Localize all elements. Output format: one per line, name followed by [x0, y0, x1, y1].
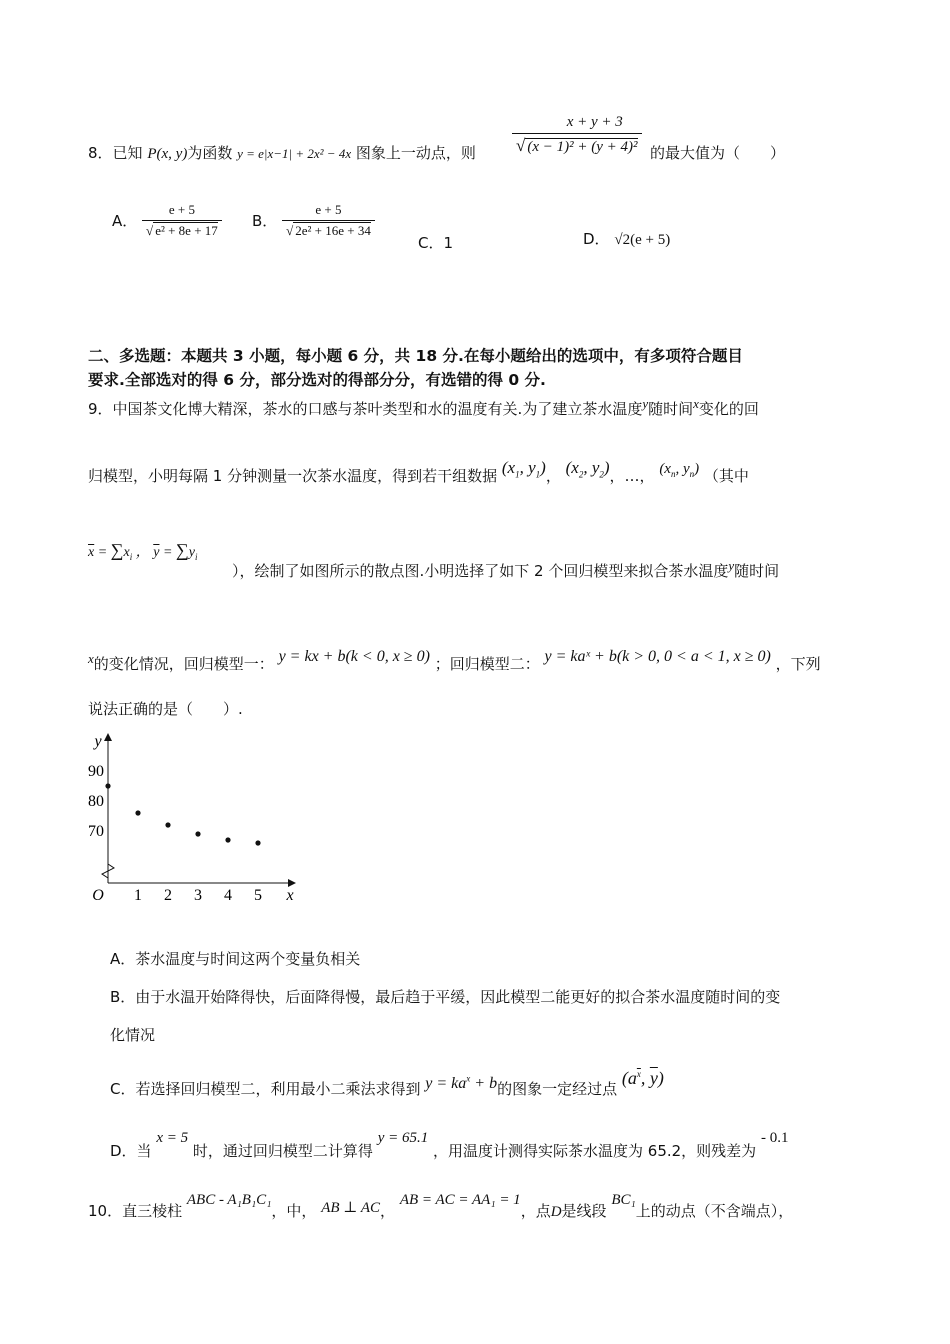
section2-heading-line1: 二、多选题：本题共 3 小题，每小题 6 分，共 18 分.在每小题给出的选项中，有多项符合题目 — [88, 347, 743, 365]
model-one-formula: y = kx + b(k < 0, x ≥ 0) — [278, 648, 430, 665]
q8-option-a: A． $\frac{e + 5}{\text{√ e² + 8e + 17}}$ — [112, 202, 222, 239]
q10-line: 10．直三棱柱 ABC - A₁B₁C₁，中， AB ⊥ AC， AB = AC = AA₁ = 1，点D是线段 BC₁上的动点（不含端点）， — [88, 1192, 794, 1220]
q9-option-b-line2: 化情况 — [110, 1026, 156, 1044]
y-axis-label: y — [94, 733, 102, 750]
q8-option-d: D． √2(e + 5) — [583, 230, 671, 248]
x-tick-label: 4 — [224, 887, 232, 904]
model-two-formula: y = kaˣ + b(k > 0, 0 < a < 1, x ≥ 0) — [544, 648, 771, 665]
y-axis-arrow — [104, 733, 112, 741]
y-tick-label: 90 — [88, 763, 104, 780]
scatter-point — [255, 840, 260, 845]
q8-number: 8． — [88, 144, 113, 162]
scatter-point — [225, 837, 230, 842]
q9-line4: x的变化情况，回归模型一： y = kx + b(k < 0, x ≥ 0) ；回归模型二： y = kaˣ + b(k > 0, 0 < a < 1, x ≥ 0) ，下列 — [88, 648, 821, 673]
q8-option-c: C．1 — [418, 234, 454, 252]
scatter-plot — [86, 728, 306, 910]
scatter-point — [165, 822, 170, 827]
q9-option-c: C．若选择回归模型二，利用最小二乘法求得到 $y = ka^x + b$的图象一定经过点 ($a^{\overline{x}}$, $\overline{y}$) — [110, 1068, 664, 1098]
q8-function: y = e|x−1| + 2x² − 4x — [237, 146, 352, 161]
q8-line: 8．已知 P(x, y)为函数 y = e|x−1| + 2x² − 4x 图象上一动点，则 — [88, 144, 476, 162]
x-tick-label: 1 — [134, 887, 142, 904]
x-axis-arrow — [288, 879, 296, 887]
section2-heading-line2: 要求.全部选对的得 6 分，部分选对的得部分分，有选错的得 0 分. — [88, 371, 546, 389]
q9-option-a: A．茶水温度与时间这两个变量负相关 — [110, 950, 361, 968]
q8-point: P(x, y) — [147, 146, 188, 162]
q8-tail: 的最大值为（ ） — [650, 144, 786, 162]
scatter-point — [135, 810, 140, 815]
y-tick-label: 70 — [88, 823, 104, 840]
q8-option-b: B． $\frac{e + 5}{\text{√ 2e² + 16e + 34}}$ — [252, 202, 375, 239]
q9-option-b-line1: B．由于水温开始降得快，后面降得慢，最后趋于平缓，因此模型二能更好的拟合茶水温度随时间的变 — [110, 988, 781, 1006]
x-tick-label: 5 — [254, 887, 262, 904]
scatter-point — [195, 831, 200, 836]
x-tick-label: 3 — [194, 887, 202, 904]
x-axis-label: x — [286, 887, 294, 904]
origin-label: O — [92, 887, 104, 904]
q9-option-d: D．当 x = 5 时，通过回归模型二计算得 y = 65.1 ，用温度计测得实际茶水温度为 65.2，则残差为 - 0.1 — [110, 1130, 789, 1160]
q9-line2: 归模型，小明每隔 1 分钟测量一次茶水温度，得到若干组数据 ($x_1$, $y_1$)， ($x_2$, $y_2$)，…， ($x_n$, $y_n$) （其中 — [88, 458, 749, 485]
q9-line5: 说法正确的是（ ）. — [88, 700, 243, 718]
x-tick-label: 2 — [164, 887, 172, 904]
q9-line3: ），绘制了如图所示的散点图.小明选择了如下 2 个回归模型来拟合茶水温度y随时间 — [232, 558, 780, 580]
q8-expression: $\frac{x + y + 3}{\text{√ (x − 1)² + (y + 4)²}}$ — [512, 114, 642, 156]
q9-mean-definitions: $\overline{x} = \sum x_i$ ， $\overline{y} = \sum y_i$ — [88, 540, 198, 562]
q9-line1: 9．中国茶文化博大精深，茶水的口感与茶叶类型和水的温度有关.为了建立茶水温度y随时间x变化的回 — [88, 396, 759, 418]
y-tick-label: 80 — [88, 793, 104, 810]
scatter-point — [105, 783, 110, 788]
